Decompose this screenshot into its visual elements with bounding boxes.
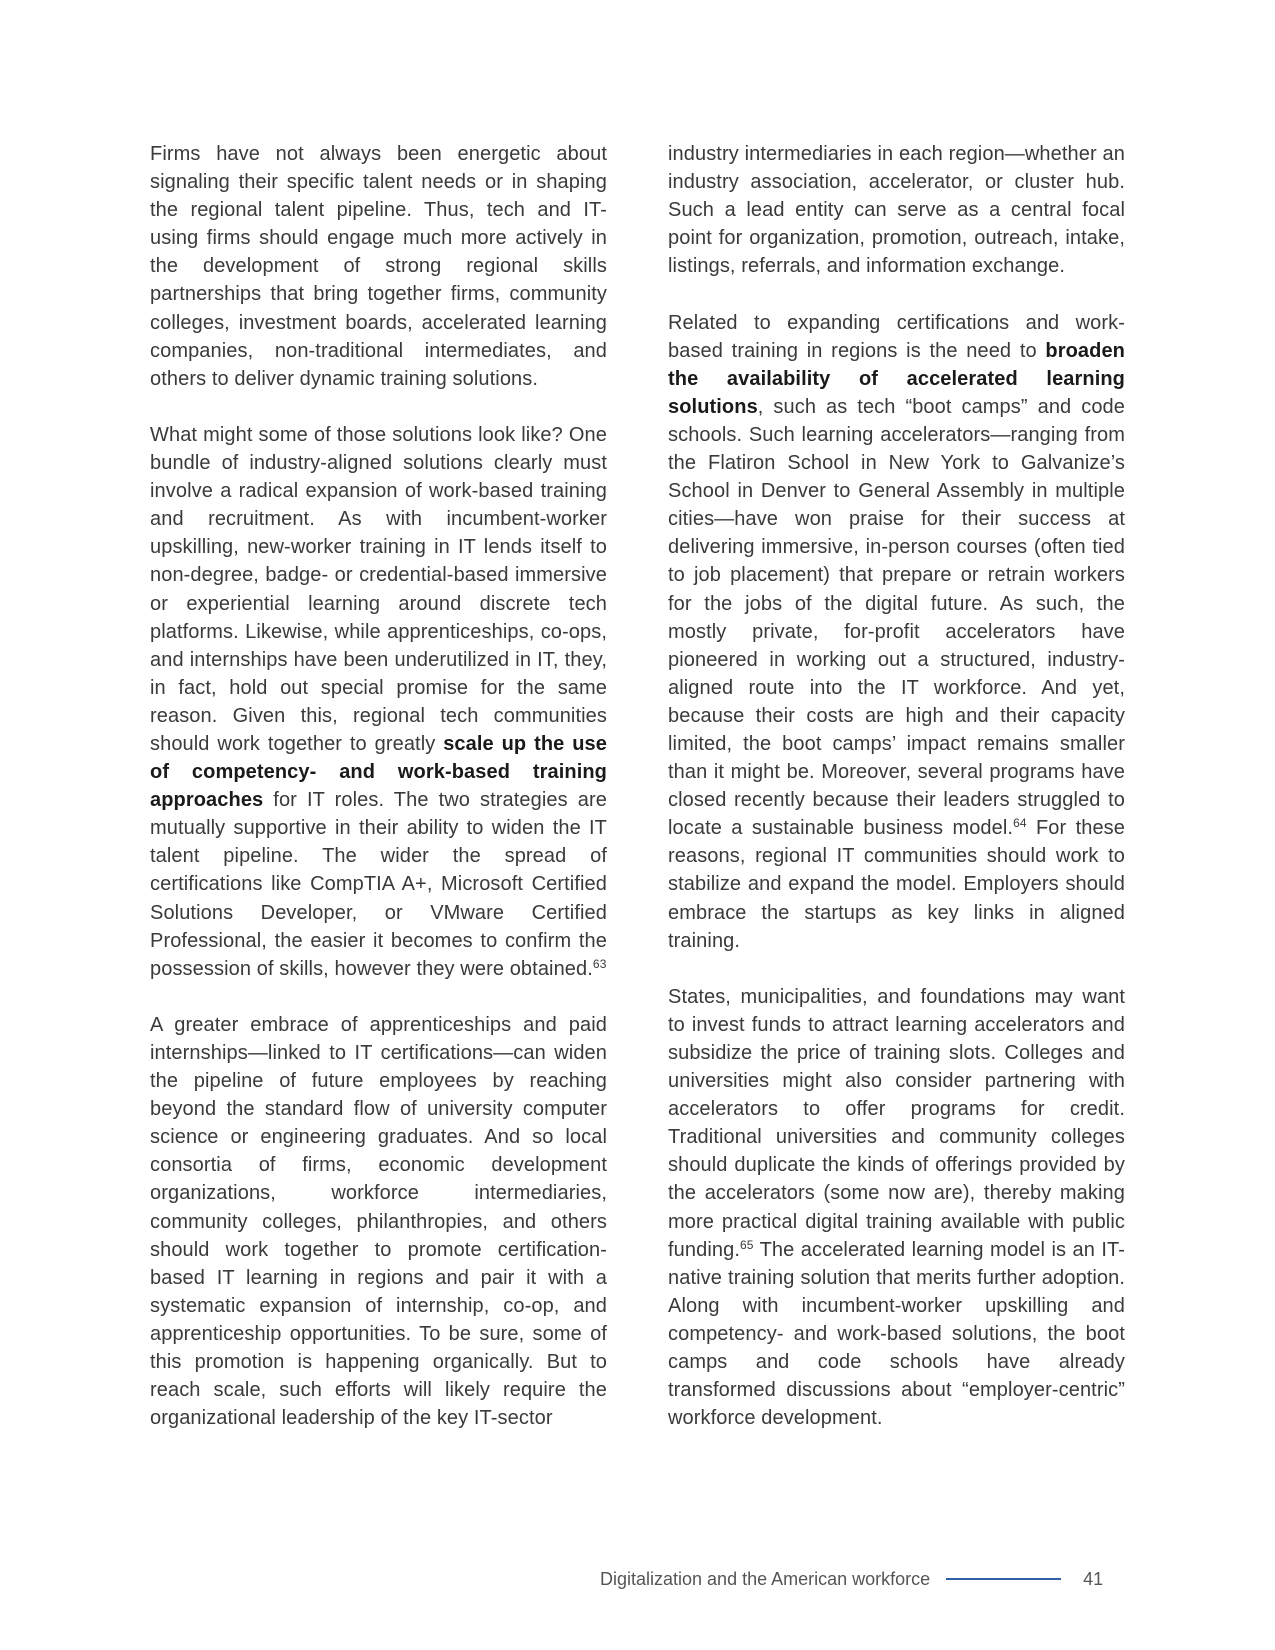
paragraph-text: for IT roles. The two strategies are mutually supportive in their ability to widen the IT talent pipeline. The wider the spread of certifications like CompTIA A+, Microsoft Certified Solutions Developer, or VMware Certified Professional, the easier it becomes to confirm the possession of skills, however they were obtained. [150, 789, 607, 980]
paragraph [150, 140, 607, 393]
page-footer [600, 1566, 1134, 1592]
paragraph-text: Related to expanding certifications and work-based training in regions is the need to [668, 311, 1125, 362]
paragraph-text: The accelerated learning model is an IT-native training solution that merits further adoption. Along with incumbent-worker upskilling and competency- and work-based solutions, the boot camps and code schools have already transformed discussions about “employer-centric” workforce development. [668, 1238, 1125, 1430]
footer-title: Digitalization and the American workforce [600, 1568, 931, 1589]
paragraph-text: What might some of those solutions look like? One bundle of industry-aligned solutions clearly must involve a radical expansion of work-based training and recruitment. As with incumbent-worker upskilling, new-worker training in IT lends itself to non-degree, badge- or credential-based immersive or experiential learning around discrete tech platforms. Likewise, while apprenticeships, co-ops, and internships have been underutilized in IT, they, in fact, hold out special promise for the same reason. Given this, regional tech communities should work together to greatly [150, 423, 607, 755]
paragraph-text: For these reasons, regional IT communities should work to stabilize and expand the model. Employers should embrace the startups as key links in aligned training. [668, 817, 1126, 952]
page-number: 41 [1083, 1568, 1104, 1589]
paragraph [668, 983, 1125, 1433]
paragraph [150, 1011, 607, 1432]
bold-emphasis: scale up the use of competency- and work-based training approaches [150, 732, 607, 812]
paragraph [668, 309, 1125, 955]
paragraph-text: , such as tech “boot camps” and code schools. Such learning accelerators—ranging from the Flatiron School in New York to Galvanize’s School in Denver to General Assembly in multiple cities—have won praise for their success at delivering immersive, in-person courses (often tied to job placement) that prepare or retrain workers for the jobs of the digital future. As such, the mostly private, for-profit accelerators have pioneered in working out a structured, industry-aligned route into the IT workforce. And yet, because their costs are high and their capacity limited, the boot camps’ impact remains smaller than it might be. Moreover, several programs have closed recently because their leaders struggled to locate a sustainable business model. [668, 395, 1125, 840]
bold-emphasis: broaden the availability of accelerated learning solutions [668, 339, 1125, 418]
paragraph-text: Firms have not always been energetic about signaling their specific talent needs or in shaping the regional talent pipeline. Thus, tech and IT-using firms should engage much more actively in the development of strong regional skills partnerships that bring together firms, community colleges, investment boards, accelerated learning companies, non-traditional intermediates, and others to deliver dynamic training solutions. [150, 143, 607, 390]
paragraph-text: industry intermediaries in each region—whether an industry association, accelerator, or cluster hub. Such a lead entity can serve as a central focal point for organization, promotion, outreach, intake, listings, referrals, and information exchange. [668, 143, 1125, 278]
footer-rule [946, 1578, 1061, 1580]
paragraph-text: A greater embrace of apprenticeships and paid internships—linked to IT certifications—can widen the pipeline of future employees by reaching beyond the standard flow of university computer science or engineering graduates. And so local consortia of firms, economic development organizations, workforce intermediaries, community colleges, philanthropies, and others should work together to promote certification-based IT learning in regions and pair it with a systematic expansion of internship, co-op, and apprenticeship opportunities. To be sure, some of this promotion is happening organically. But to reach scale, such efforts will likely require the organizational leadership of the key IT-sector [150, 1013, 607, 1430]
footnote-marker[interactable]: 64 [1013, 816, 1027, 831]
paragraph [150, 421, 607, 983]
right-column [668, 140, 1125, 1432]
footnote-marker[interactable]: 65 [739, 1237, 754, 1252]
left-column [150, 140, 607, 1432]
footnote-marker[interactable]: 63 [592, 956, 607, 971]
paragraph-text: States, municipalities, and foundations may want to invest funds to attract learning accelerators and subsidize the price of training slots. Colleges and universities might also consider partnering with accelerators to offer programs for credit. Traditional universities and community colleges should duplicate the kinds of offerings provided by the accelerators (some now are), thereby making more practical digital training available with public funding. [668, 985, 1125, 1261]
paragraph [668, 140, 1125, 280]
